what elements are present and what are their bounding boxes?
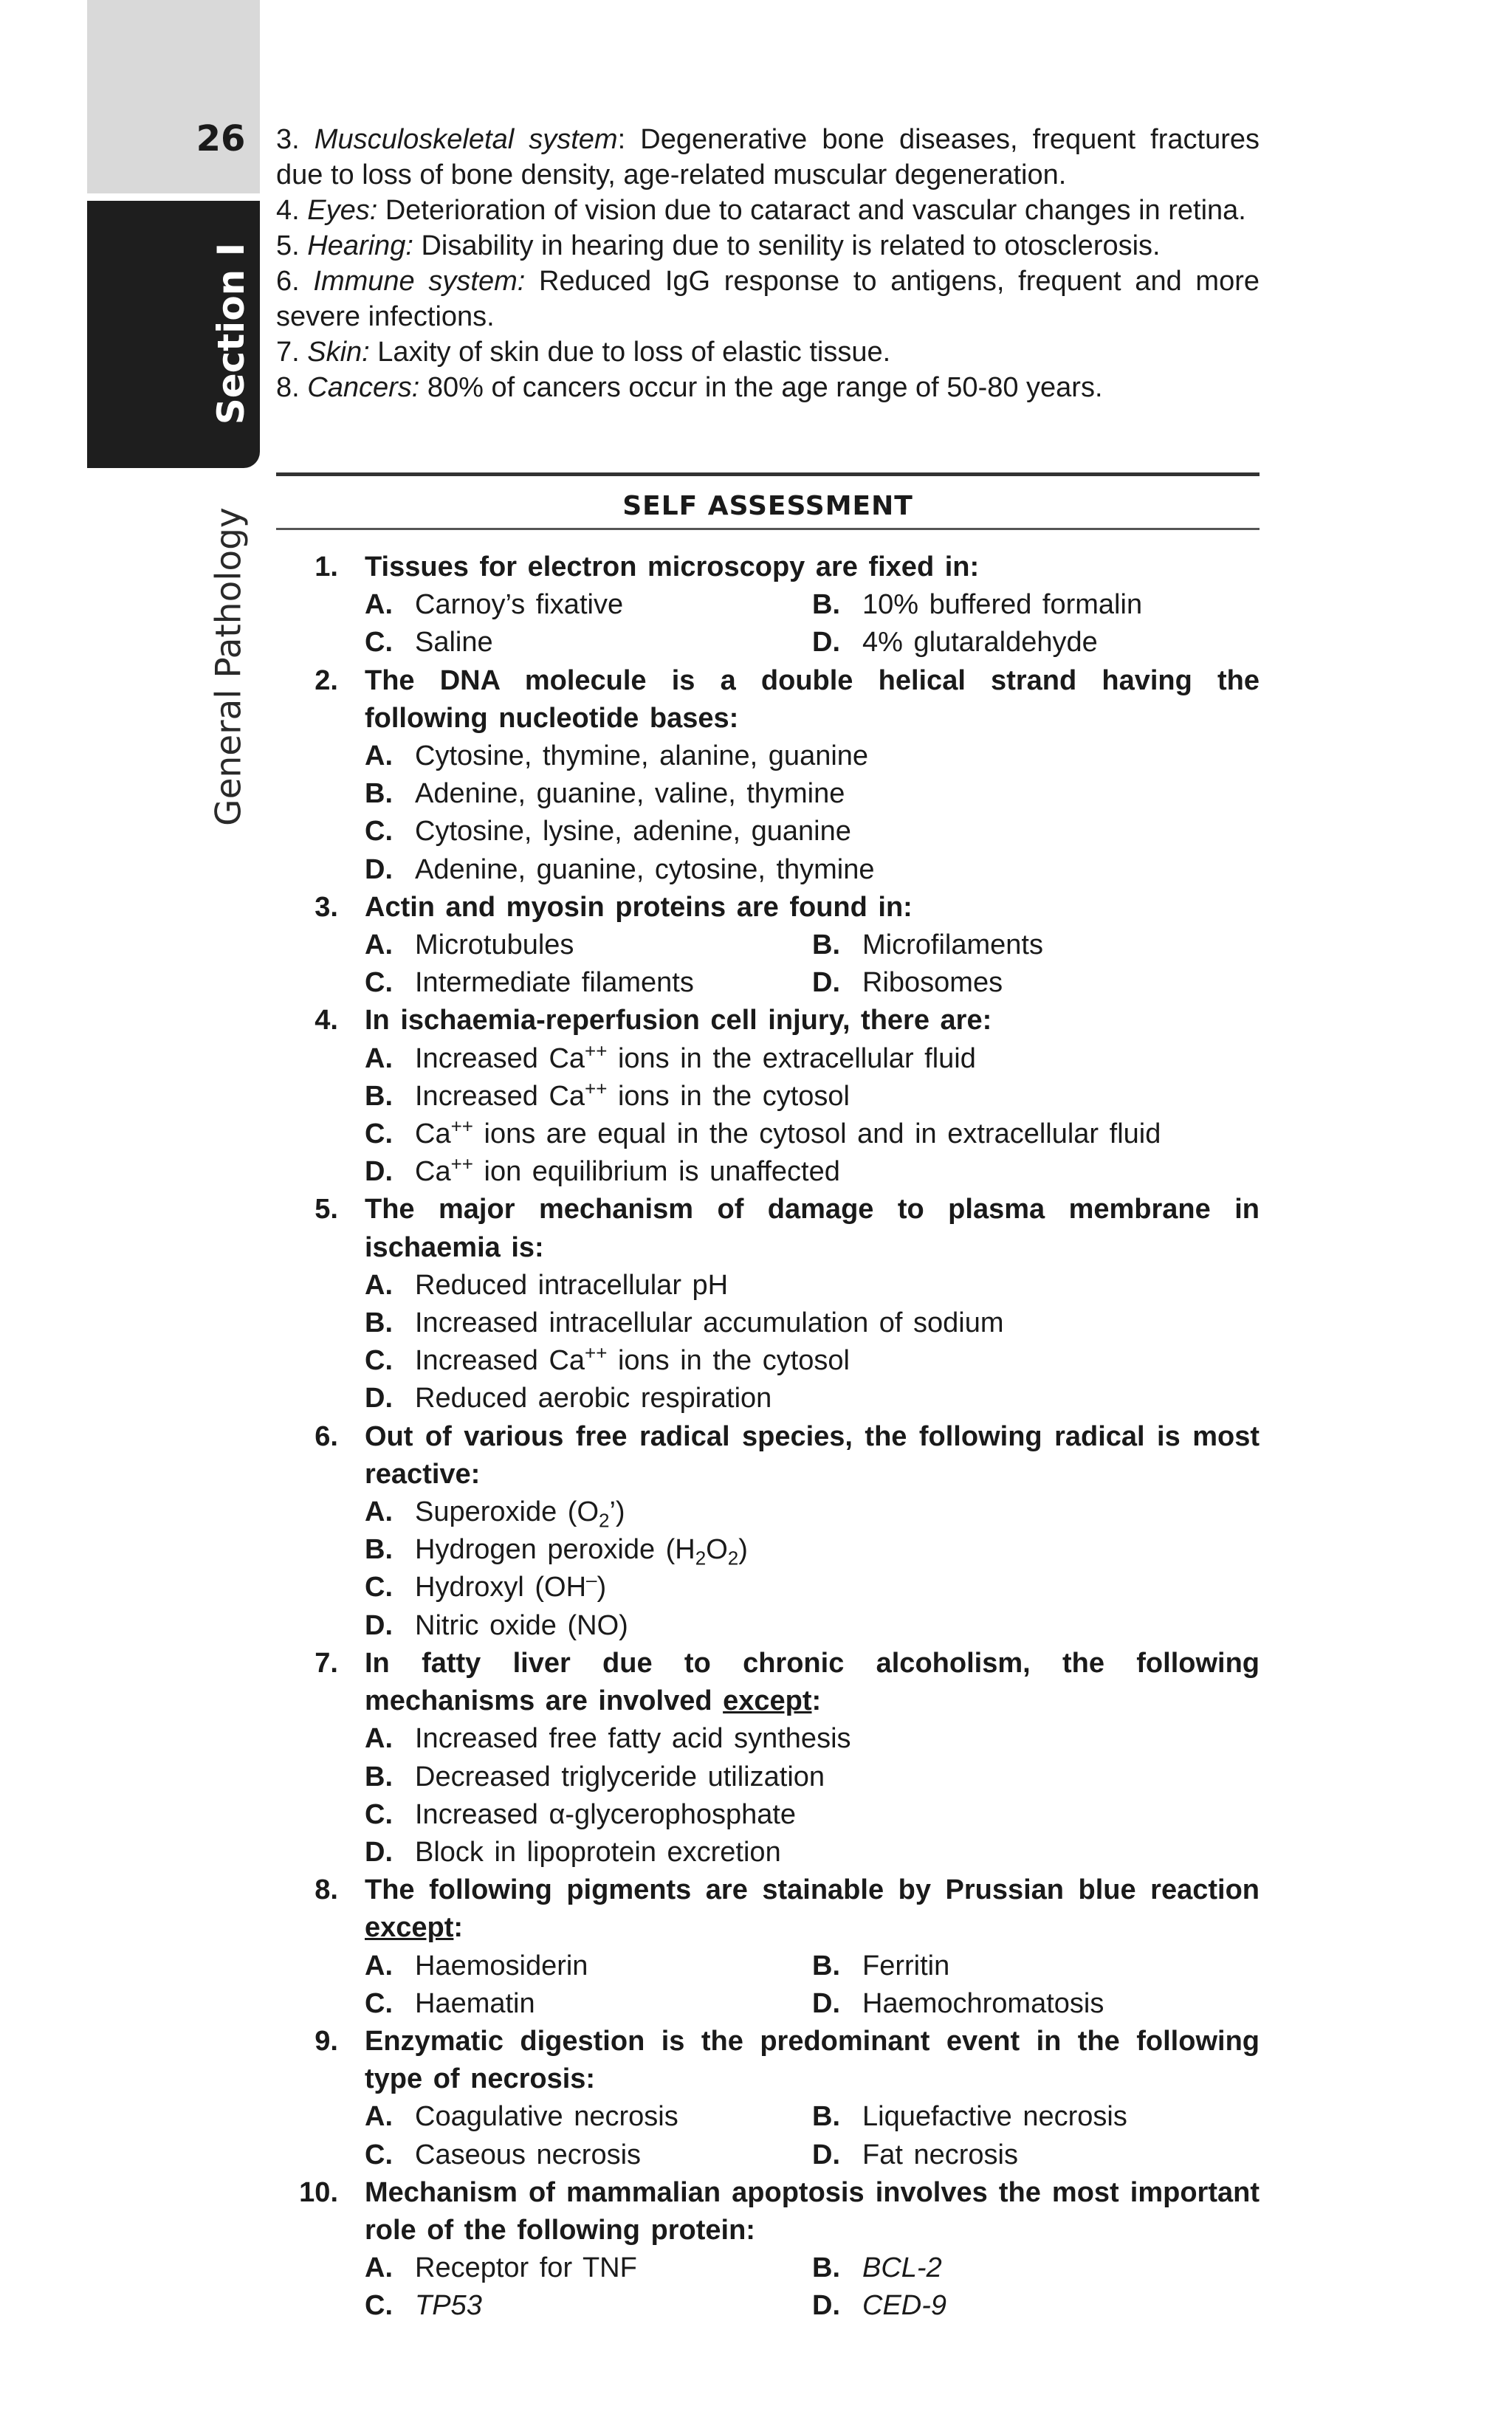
superscript: ++	[450, 1152, 473, 1175]
question-number: 5.	[315, 1194, 338, 1225]
question	[276, 1191, 1260, 1417]
option-letter: C.	[365, 2290, 393, 2322]
question	[276, 662, 1260, 889]
superscript: ++	[450, 1115, 473, 1138]
option-text: Adenine, guanine, valine, thymine	[415, 778, 845, 810]
option	[365, 2098, 812, 2136]
option-letter: B.	[812, 929, 840, 961]
option-text: TP53	[415, 2290, 482, 2322]
question-text: The DNA molecule is a double helical strand having the following nucleotide bases:	[365, 664, 1260, 734]
question-text: The major mechanism of damage to plasma membrane in ischaemia is:	[365, 1194, 1260, 1263]
question-text: Enzymatic digestion is the predominant event in the following type of necrosis:	[365, 2025, 1260, 2095]
option	[365, 964, 812, 1002]
option	[812, 2249, 1260, 2287]
question-list	[276, 549, 1260, 2325]
option	[365, 1342, 1260, 1380]
option-list	[365, 1267, 1260, 1418]
option-text: Receptor for TNF	[415, 2252, 637, 2284]
option-text: Coagulative necrosis	[415, 2101, 678, 2133]
option	[365, 1267, 1260, 1304]
intro-item: 8. Cancers: 80% of cancers occur in the age range of 50-80 years.	[276, 372, 1103, 403]
superscript: –	[586, 1568, 597, 1591]
question-number: 6.	[315, 1420, 338, 1452]
intro-item: 3. Musculoskeletal system: Degenerative bone diseases, frequent fractures due to loss of bone density, age-related muscular degeneration.	[276, 124, 1260, 190]
option-letter: A.	[365, 740, 393, 772]
section-rule-bottom	[276, 528, 1260, 530]
option-text: Caseous necrosis	[415, 2139, 642, 2170]
option-text: Intermediate filaments	[415, 967, 694, 999]
option-text: 4% glutaraldehyde	[862, 627, 1098, 659]
option	[365, 2136, 812, 2174]
option	[812, 964, 1260, 1002]
option-letter: D.	[365, 853, 393, 885]
option	[365, 1720, 1260, 1758]
question-number: 10.	[299, 2176, 338, 2208]
question-text: Tissues for electron microscopy are fixed in:	[365, 551, 980, 582]
option-letter: B.	[812, 1950, 840, 1981]
option-list	[365, 1493, 1260, 1645]
intro-item: 5. Hearing: Disability in hearing due to senility is related to otosclerosis.	[276, 230, 1161, 261]
option-text: Ribosomes	[862, 967, 1003, 999]
question-text: In fatty liver due to chronic alcoholism, the following mechanisms are involved except:	[365, 1647, 1260, 1717]
option-text: Increased Ca++ ions in the extracellular fluid	[415, 1039, 976, 1074]
subscript: 2	[599, 1509, 610, 1532]
option-letter: D.	[812, 627, 840, 659]
question	[276, 1645, 1260, 1871]
option-text: Increased α-glycerophosphate	[415, 1798, 797, 1830]
option-letter: C.	[365, 816, 393, 848]
option-text: Carnoy’s fixative	[415, 589, 624, 621]
option-text: CED-9	[862, 2290, 947, 2322]
subject-label: General Pathology	[208, 507, 250, 826]
option-letter: A.	[365, 1950, 393, 1981]
option-text: Decreased triglyceride utilization	[415, 1761, 825, 1792]
option	[365, 1493, 1260, 1531]
option	[365, 586, 812, 624]
option-list	[365, 738, 1260, 889]
option	[365, 738, 1260, 775]
option-text: Nitric oxide (NO)	[415, 1609, 628, 1641]
option-letter: C.	[365, 1987, 393, 2019]
option	[365, 1796, 1260, 1834]
superscript: ++	[585, 1341, 608, 1364]
option-text: Hydrogen peroxide $(H_2O_2)$	[415, 1534, 748, 1570]
option	[812, 1985, 1260, 2023]
question	[276, 2023, 1260, 2174]
option	[365, 813, 1260, 850]
option-text: Adenine, guanine, cytosine, thymine	[415, 853, 875, 885]
option-letter: C.	[365, 1345, 393, 1377]
option	[812, 2136, 1260, 2174]
option-list	[365, 2249, 1260, 2325]
question-number: 9.	[315, 2025, 338, 2057]
intro-term: Musculoskeletal system	[314, 124, 618, 155]
option-text: Fat necrosis	[862, 2139, 1018, 2170]
page-number: 26	[196, 118, 246, 159]
option-letter: A.	[365, 929, 393, 961]
option-letter: A.	[365, 2252, 393, 2284]
option	[365, 1531, 1260, 1569]
option-list	[365, 926, 1260, 1002]
question-number: 8.	[315, 1874, 338, 1906]
option-letter: C.	[365, 1572, 393, 1603]
option	[365, 624, 812, 661]
option-list	[365, 2098, 1260, 2173]
question-number: 2.	[315, 664, 338, 696]
option	[365, 1304, 1260, 1342]
question-text: Mechanism of mammalian apoptosis involves the most important role of the following protein:	[365, 2176, 1260, 2246]
intro-term: Eyes:	[307, 195, 378, 226]
question-number: 1.	[315, 551, 338, 582]
option-list	[365, 586, 1260, 661]
option-letter: D.	[365, 1383, 393, 1414]
option-text: Ca++ ion equilibrium is unaffected	[415, 1152, 840, 1188]
intro-term: Cancers:	[307, 372, 420, 403]
question	[276, 889, 1260, 1003]
option-letter: B.	[365, 1761, 393, 1792]
option-letter: D.	[812, 967, 840, 999]
option-list	[365, 1720, 1260, 1871]
option-letter: B.	[812, 589, 840, 621]
option-letter: C.	[365, 1798, 393, 1830]
option	[365, 2249, 812, 2287]
intro-term: Hearing:	[307, 230, 413, 261]
option	[365, 851, 1260, 889]
subscript: 2	[695, 1547, 707, 1570]
intro-item: 6. Immune system: Reduced IgG response to antigens, frequent and more severe infections.	[276, 266, 1260, 332]
option-list	[365, 1947, 1260, 2023]
intro-list	[276, 122, 1260, 405]
option-letter: B.	[365, 1080, 393, 1112]
option-text: Haematin	[415, 1987, 535, 2019]
self-assessment-heading: SELF ASSESSMENT	[622, 491, 913, 521]
intro-term: Skin:	[307, 337, 370, 368]
option-letter: A.	[365, 1042, 393, 1074]
option-text: 10% buffered formalin	[862, 589, 1143, 621]
option-letter: D.	[812, 2139, 840, 2170]
option-letter: A.	[365, 1269, 393, 1301]
option-text: Block in lipoprotein excretion	[415, 1836, 781, 1868]
question-number: 3.	[315, 891, 338, 923]
option	[365, 775, 1260, 813]
option-letter: B.	[812, 2252, 840, 2284]
option	[365, 1947, 812, 1985]
superscript: ++	[585, 1039, 608, 1062]
section-rule-top	[276, 472, 1260, 476]
option	[812, 2287, 1260, 2325]
option-letter: C.	[365, 2139, 393, 2170]
question-number: 4.	[315, 1005, 338, 1036]
option	[365, 2287, 812, 2325]
option	[365, 1607, 1260, 1645]
question-emphasis: except	[365, 1912, 454, 1944]
option	[365, 1834, 1260, 1871]
option-letter: C.	[365, 1118, 393, 1150]
option-letter: B.	[812, 2101, 840, 2133]
option-text: Reduced aerobic respiration	[415, 1383, 772, 1414]
option-text: Cytosine, lysine, adenine, guanine	[415, 816, 851, 848]
option	[365, 926, 812, 964]
option-letter: B.	[365, 1534, 393, 1566]
option	[812, 1947, 1260, 1985]
question-emphasis: except	[723, 1685, 812, 1717]
option-text: Microtubules	[415, 929, 574, 961]
question	[276, 1002, 1260, 1191]
option	[365, 1153, 1260, 1191]
option	[365, 1569, 1260, 1606]
option-list	[365, 1040, 1260, 1192]
question	[276, 549, 1260, 662]
option	[812, 586, 1260, 624]
option-letter: D.	[365, 1836, 393, 1868]
question	[276, 1871, 1260, 2023]
option-text: Increased free fatty acid synthesis	[415, 1723, 851, 1755]
intro-item: 4. Eyes: Deterioration of vision due to cataract and vascular changes in retina.	[276, 195, 1246, 226]
option-letter: B.	[365, 1307, 393, 1339]
question-text: The following pigments are stainable by Prussian blue reaction except:	[365, 1874, 1260, 1944]
option	[365, 1759, 1260, 1796]
option-letter: C.	[365, 967, 393, 999]
option-text: Ca++ ions are equal in the cytosol and in extracellular fluid	[415, 1115, 1161, 1150]
option-letter: D.	[812, 1987, 840, 2019]
question-text: Out of various free radical species, the following radical is most reactive:	[365, 1420, 1260, 1490]
option-letter: A.	[365, 1496, 393, 1528]
question	[276, 1418, 1260, 1645]
intro-term: Immune system:	[313, 266, 526, 297]
option-text: Cytosine, thymine, alanine, guanine	[415, 740, 869, 772]
question-text: In ischaemia-reperfusion cell injury, there are:	[365, 1005, 992, 1036]
option	[365, 1985, 812, 2023]
option	[812, 926, 1260, 964]
option-letter: A.	[365, 1723, 393, 1755]
option-letter: A.	[365, 2101, 393, 2133]
option-text: Liquefactive necrosis	[862, 2101, 1127, 2133]
option-letter: A.	[365, 589, 393, 621]
question-number: 7.	[315, 1647, 338, 1679]
question	[276, 2174, 1260, 2325]
section-label: Section I	[210, 242, 252, 425]
option-letter: D.	[365, 1609, 393, 1641]
option	[365, 1380, 1260, 1417]
option	[365, 1115, 1260, 1153]
superscript: ++	[585, 1077, 608, 1100]
option-text: Microfilaments	[862, 929, 1043, 961]
option	[812, 624, 1260, 661]
option-letter: B.	[365, 778, 393, 810]
option-text: Haemochromatosis	[862, 1987, 1104, 2019]
option-letter: D.	[365, 1156, 393, 1188]
option	[812, 2098, 1260, 2136]
intro-item: 7. Skin: Laxity of skin due to loss of elastic tissue.	[276, 337, 891, 368]
option	[365, 1078, 1260, 1115]
subscript: 2	[727, 1547, 739, 1570]
option-text: Ferritin	[862, 1950, 950, 1981]
option-text: Increased Ca++ ions in the cytosol	[415, 1077, 850, 1112]
option	[365, 1040, 1260, 1078]
option-text: Haemosiderin	[415, 1950, 588, 1981]
option-text: Superoxide $(O_2’)$	[415, 1496, 625, 1532]
option-letter: C.	[365, 627, 393, 659]
option-text: Increased Ca++ ions in the cytosol	[415, 1341, 850, 1377]
option-text: Saline	[415, 627, 493, 659]
option-letter: D.	[812, 2290, 840, 2322]
option-text: BCL-2	[862, 2252, 942, 2284]
option-text: Hydroxyl (OH–)	[415, 1568, 607, 1603]
option-text: Reduced intracellular pH	[415, 1269, 729, 1301]
sidebar-page-tab	[87, 0, 260, 193]
option-text: Increased intracellular accumulation of sodium	[415, 1307, 1004, 1339]
question-text: Actin and myosin proteins are found in:	[365, 891, 913, 923]
